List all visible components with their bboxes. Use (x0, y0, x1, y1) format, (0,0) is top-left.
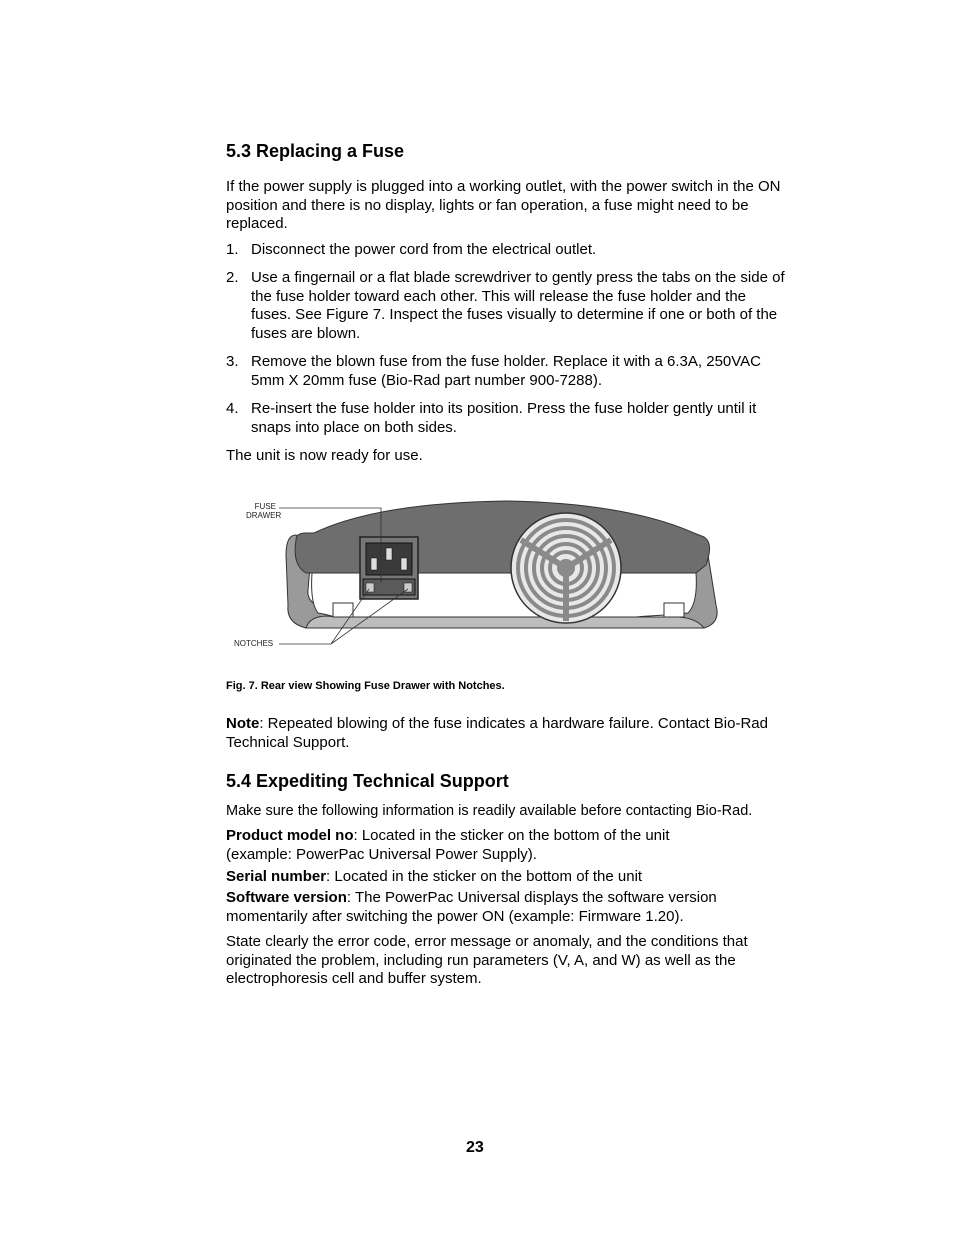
serial-number-text: : Located in the sticker on the bottom of the unit (326, 868, 643, 885)
note-label: Note (226, 715, 260, 732)
step-text: Re-insert the fuse holder into its position. Press the fuse holder gently until it snaps into place on both sides. (251, 400, 757, 436)
section-5-4-heading: 5.4 Expediting Technical Support (226, 771, 509, 791)
product-model-text: : Located in the sticker on the bottom of the unit (example: PowerPac Universal Power Supply). (226, 827, 670, 863)
note-text: : Repeated blowing of the fuse indicates a hardware failure. Contact Bio-Rad Technical Support. (226, 715, 768, 751)
notches-label: NOTCHES (234, 639, 274, 648)
software-version-text: : The PowerPac Universal displays the software version momentarily after switching the power ON (example: Firmware 1.20). (226, 889, 717, 925)
step-number: 4. (226, 400, 239, 417)
product-model-field (226, 827, 686, 864)
step-number: 3. (226, 353, 239, 370)
section-5-3-intro: If the power supply is plugged into a working outlet, with the power switch in the ON position and there is no display, lights or fan operation, a fuse might need to be replaced. (226, 178, 781, 233)
note-paragraph (226, 715, 786, 752)
software-version-field (226, 889, 746, 926)
step-number: 2. (226, 269, 239, 286)
serial-number-label: Serial number (226, 868, 327, 885)
step-text: Disconnect the power cord from the electrical outlet. (251, 241, 597, 258)
fuse-label-line1: FUSE (254, 502, 276, 511)
fuse-label-line2: DRAWER (246, 510, 282, 520)
section-5-3-heading: 5.3 Replacing a Fuse (226, 141, 405, 161)
step-number: 1. (226, 241, 239, 258)
software-version-label: Software version (226, 889, 347, 906)
figure-rear-view (226, 495, 736, 655)
serial-number-field (226, 868, 786, 887)
fuse-drawer-label (246, 502, 282, 520)
figure-caption: Fig. 7. Rear view Showing Fuse Drawer with Notches. (226, 680, 505, 692)
power-supply-rear-illustration (226, 495, 736, 655)
section-5-4-intro: Make sure the following information is readily available before contacting Bio-Rad. (226, 803, 753, 819)
product-model-label: Product model no (226, 827, 354, 844)
section-5-3-closing: The unit is now ready for use. (226, 447, 423, 464)
step-text: Remove the blown fuse from the fuse holder. Replace it with a 6.3A, 250VAC 5mm X 20mm fuse (Bio-Rad part number 900-7288). (251, 353, 761, 389)
section-5-4-closing: State clearly the error code, error message or anomaly, and the conditions that originated the problem, including run parameters (V, A, and W) as well as the electrophoresis cell and buffer system. (226, 933, 748, 988)
step-text: Use a fingernail or a flat blade screwdriver to gently press the tabs on the side of the fuse holder toward each other. This will release the fuse holder and the fuses. See Figure 7. Inspect the fuses visually to determine if one or both of the fuses are blown. (251, 269, 785, 342)
page-number: 23 (466, 1139, 484, 1156)
